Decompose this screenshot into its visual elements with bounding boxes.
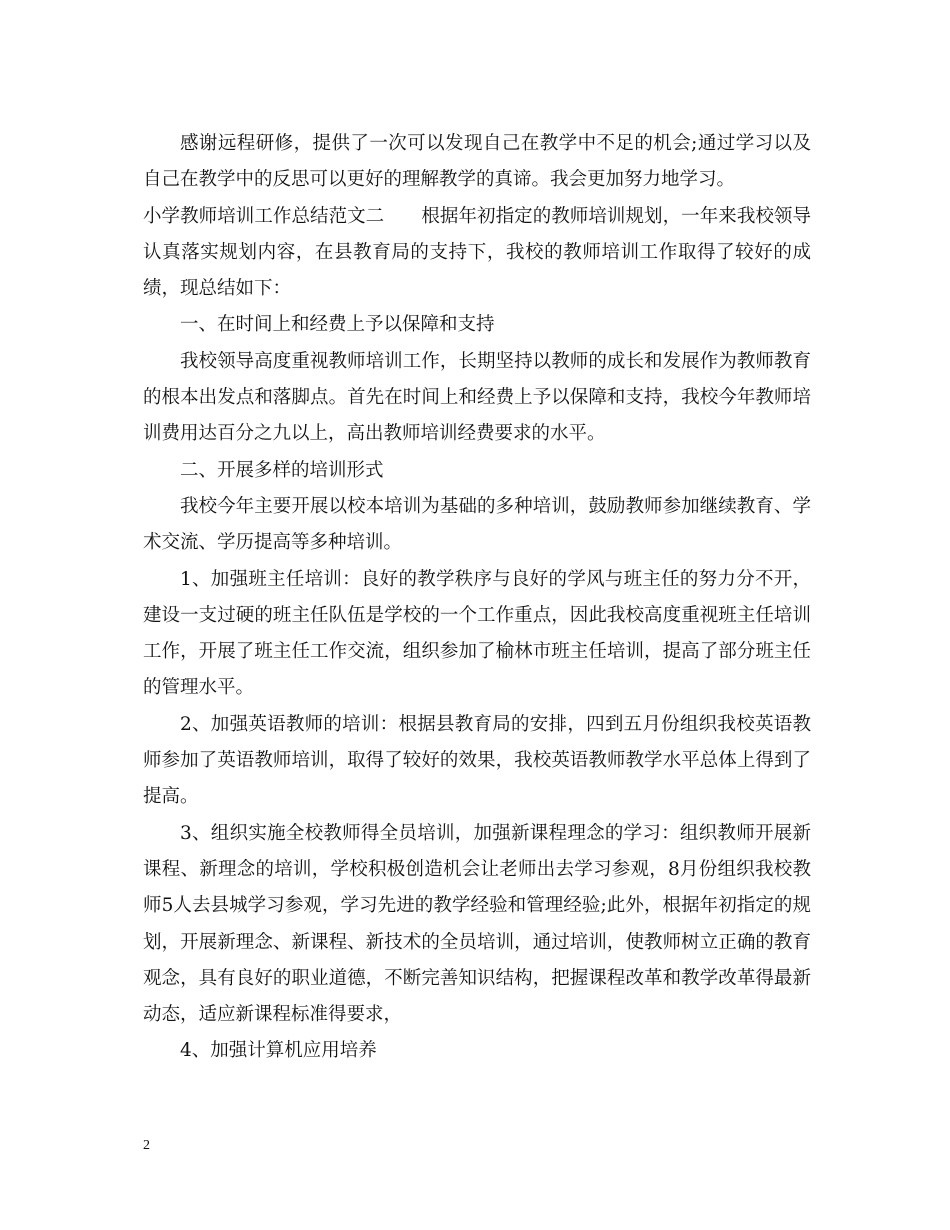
paragraph-leadership: 我校领导高度重视教师培训工作，长期坚持以教师的成长和发展作为教师教育的根本出发点和落脚点。首先在时间上和经费上予以保障和支持，我校今年教师培训费用达百分之九以上，高出教师培训经费要求的水平。 xyxy=(143,350,811,445)
document-body xyxy=(143,126,811,1070)
heading-time-and-funding: 一、在时间上和经费上予以保障和支持 xyxy=(180,314,495,336)
page-number: 2 xyxy=(143,1138,150,1153)
paragraph-computer-training: 4、加强计算机应用培养 xyxy=(180,1040,377,1062)
paragraph-english-teacher-training: 2、加强英语教师的培训：根据县教育局的安排，四到五月份组织我校英语教师参加了英语教师培训，取得了较好的效果，我校英语教师教学水平总体上得到了提高。 xyxy=(143,713,811,808)
paragraph-section-two-intro: 小学教师培训工作总结范文二 根据年初指定的教师培训规划，一年来我校领导认真落实规划内容，在县教育局的支持下，我校的教师培训工作取得了较好的成绩，现总结如下： xyxy=(143,205,811,300)
paragraph-training-overview: 我校今年主要开展以校本培训为基础的多种培训，鼓励教师参加继续教育、学术交流、学历提高等多种培训。 xyxy=(143,495,811,554)
paragraph-class-teacher-training: 1、加强班主任培训：良好的教学秩序与良好的学风与班主任的努力分不开，建设一支过硬的班主任队伍是学校的一个工作重点，因此我校高度重视班主任培训工作，开展了班主任工作交流，组织参加了榆林市班主任培训，提高了部分班主任的管理水平。 xyxy=(143,568,811,699)
paragraph-full-staff-training: 3、组织实施全校教师得全员培训，加强新课程理念的学习：组织教师开展新课程、新理念的培训，学校积极创造机会让老师出去学习参观，8月份组织我校教师5人去县城学习参观，学习先进的教学经验和管理经验;此外，根据年初指定的规划，开展新理念、新课程、新技术的全员培训，通过培训，使教师树立正确的教育观念，具有良好的职业道德，不断完善知识结构，把握课程改革和教学改革得最新动态，适应新课程标准得要求， xyxy=(143,822,811,1026)
paragraph-thanks: 感谢远程研修，提供了一次可以发现自己在教学中不足的机会;通过学习以及自己在教学中的反思可以更好的理解教学的真谛。我会更加努力地学习。 xyxy=(143,133,811,191)
heading-training-forms: 二、开展多样的培训形式 xyxy=(180,459,384,481)
